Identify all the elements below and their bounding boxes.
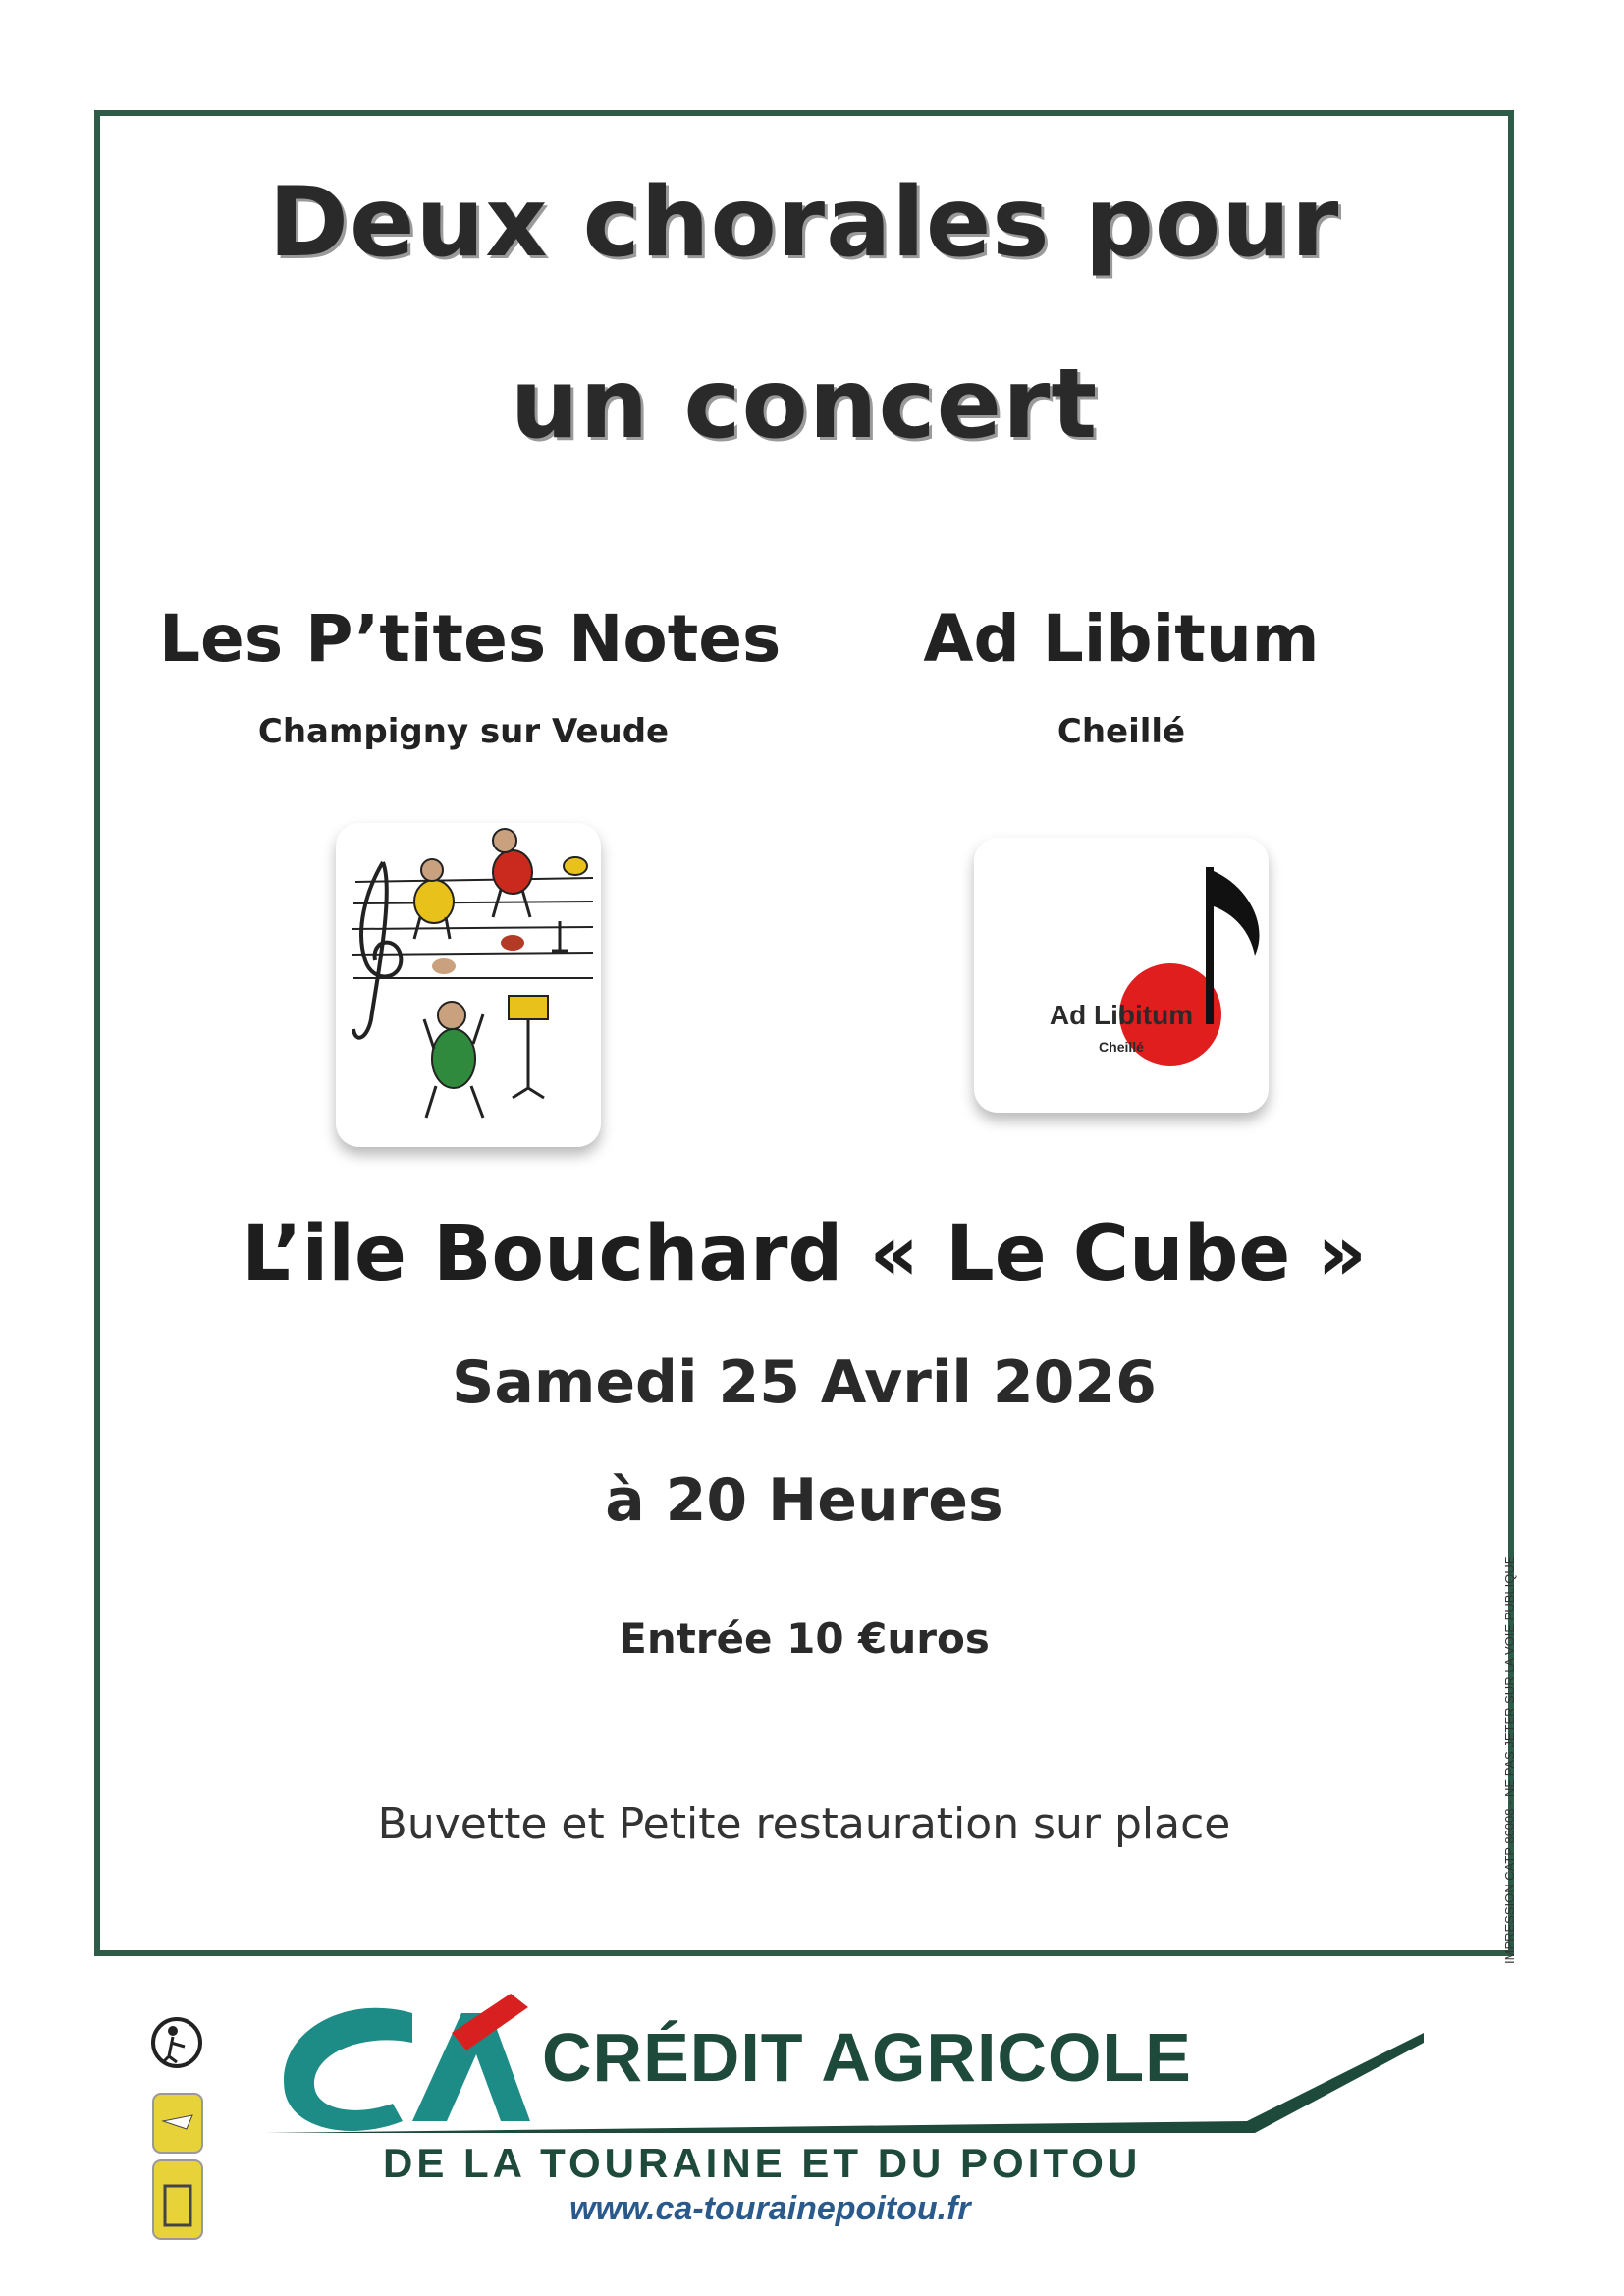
brand-url[interactable]: www.ca-tourainepoitou.fr [569,2190,971,2227]
choir-left-name: Les P’tites Notes [159,601,782,677]
print-notice: IMPRESSION CATP 86008 - NE PAS JETER SUR LA VOIE PUBLIQUE [1502,1556,1517,1964]
sorting-bin-icon [153,2094,202,2239]
ptites-notes-logo [336,823,601,1147]
poster-title-line1: Deux chorales pour [268,167,1340,279]
brand-subtitle: DE LA TOURAINE ET DU POITOU [383,2140,1142,2186]
choir-left-town: Champigny sur Veude [257,712,670,751]
recycle-icons [147,2013,210,2249]
extras-text: Buvette et Petite restauration sur place [377,1799,1231,1849]
choir-right-town: Cheillé [1056,712,1186,751]
venue-text: L’ile Bouchard « Le Cube » [242,1210,1367,1298]
event-time: à 20 Heures [605,1466,1003,1535]
ad-libitum-logo-subtext: Cheillé [1099,1039,1144,1055]
recycle-person-icon [153,2019,200,2066]
footer [0,1964,1624,2296]
poster-frame [94,110,1514,1956]
poster-title-line2: un concert [510,349,1099,461]
ad-libitum-logo [974,838,1269,1113]
ad-libitum-logo-text: Ad Libitum [1049,1000,1194,1030]
brand-swoosh [265,2019,1443,2141]
brand-name: CRÉDIT AGRICOLE [542,2019,1192,2096]
eighth-note-logo [974,838,1269,1113]
entry-price: Entrée 10 €uros [619,1614,990,1663]
choir-right-name: Ad Libitum [923,601,1320,677]
musical-staff-characters-logo [336,823,601,1147]
event-date: Samedi 25 Avril 2026 [452,1348,1157,1417]
